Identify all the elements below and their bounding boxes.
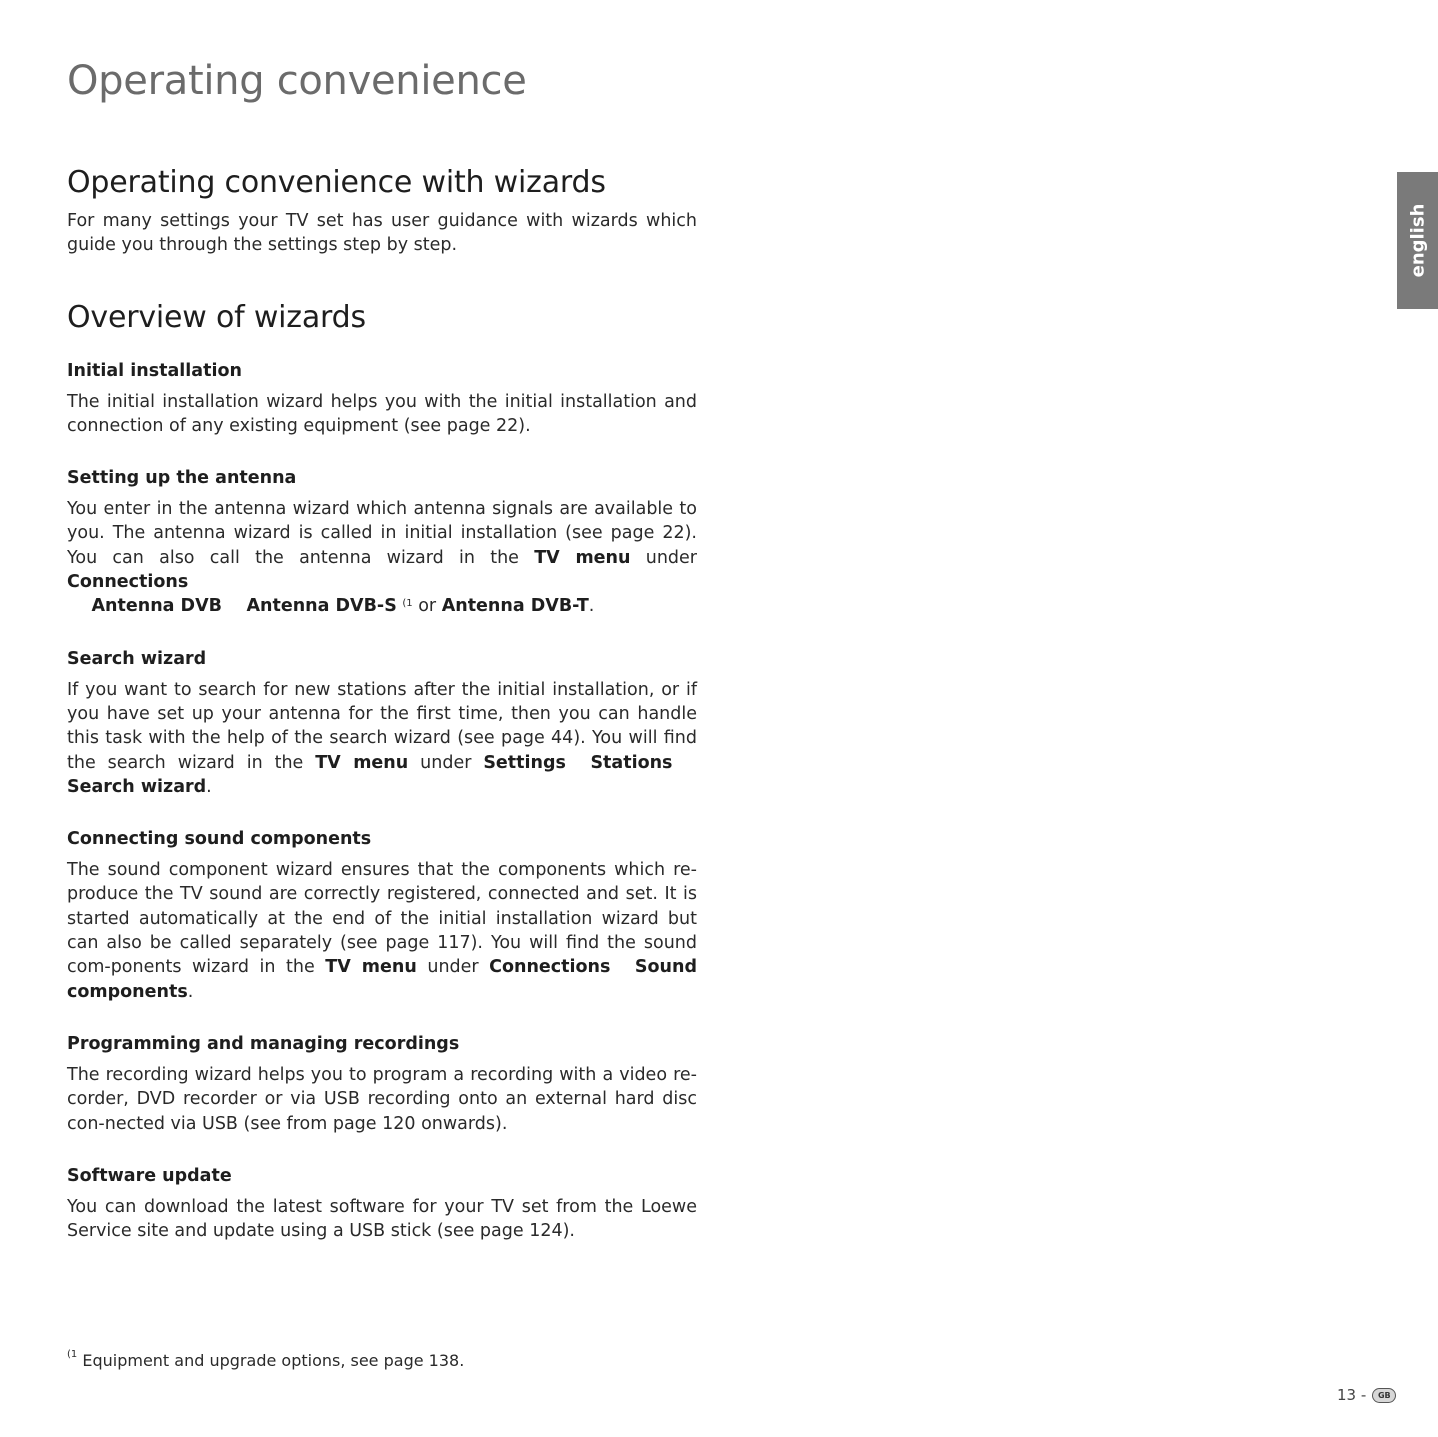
page-title: Operating convenience (67, 58, 527, 104)
footnote-marker: (1 (67, 1349, 78, 1360)
or-word: or (412, 596, 442, 617)
tv-menu-ref: TV menu (325, 957, 417, 978)
settings-ref: Settings (483, 752, 566, 773)
overview-heading: Overview of wizards (67, 299, 366, 335)
main-content (67, 165, 697, 1243)
section-title: Programming and managing recordings (67, 1033, 460, 1054)
antenna-dvbt-ref: Antenna DVB-T (441, 596, 589, 617)
section-initial-installation (67, 361, 697, 439)
under-word: under (416, 957, 490, 978)
footnote-ref: (1 (402, 598, 413, 610)
section-title: Initial installation (67, 360, 242, 381)
connections-ref: Connections (67, 572, 189, 593)
tv-menu-ref: TV menu (315, 752, 409, 773)
section-text (67, 858, 697, 1004)
connections-ref: Connections (489, 957, 611, 978)
section-title: Setting up the antenna (67, 468, 297, 489)
period: . (588, 596, 595, 617)
wizards-intro: For many settings your TV set has user guidance with wizards which guide you through the settings step by step. (67, 211, 697, 256)
section-title: Software update (67, 1165, 232, 1186)
section-title: Search wizard (67, 648, 207, 669)
period: . (187, 981, 194, 1002)
wizards-heading: Operating convenience with wizards (67, 165, 606, 200)
section-software-update (67, 1166, 697, 1244)
search-text: If you want to search for new stations after the initial installation, or if you have set up your antenna for the first time, then you can handle this task with the help of the search wizard (see page 44). You will find the search wizard in the (67, 679, 697, 773)
under-word: under (630, 547, 697, 568)
section-text: You can download the latest software for your TV set from the Loewe Service site and update using a USB stick (see page 124). (67, 1196, 697, 1242)
antenna-dvbs-ref: Antenna DVB-S (246, 596, 397, 617)
antenna-dvb-ref: Antenna DVB (91, 596, 222, 617)
section-search-wizard (67, 649, 697, 799)
section-recordings (67, 1034, 697, 1136)
section-text (67, 678, 697, 799)
section-title: Connecting sound components (67, 829, 372, 850)
sound-components-ref: Sound components (67, 957, 697, 1002)
language-tab-label: english (1407, 203, 1428, 278)
section-text (67, 497, 697, 618)
antenna-text: You enter in the antenna wizard which antenna signals are available to you. The antenna wizard is called in initial installation (see page 22). You can also call the antenna wizard in the (67, 499, 697, 568)
page-number (1337, 1386, 1396, 1404)
under-word: under (408, 752, 484, 773)
section-sound-components (67, 829, 697, 1004)
footnote (67, 1351, 464, 1370)
stations-ref: Stations (590, 752, 673, 773)
period: . (206, 776, 212, 797)
page-number-text: 13 - (1337, 1386, 1367, 1404)
language-tab (1397, 172, 1438, 309)
section-antenna (67, 468, 697, 618)
country-badge: GB (1372, 1388, 1396, 1403)
tv-menu-ref: TV menu (534, 547, 631, 568)
search-wizard-ref: Search wizard (67, 776, 207, 797)
section-text: The initial installation wizard helps you with the initial installation and connection of any existing equipment (see page 22). (67, 391, 697, 436)
footnote-text: Equipment and upgrade options, see page 138. (77, 1351, 465, 1370)
sound-text: The sound component wizard ensures that the components which re-produce the TV sound are correctly registered, connected and set. It is started automatically at the end of the initial installation wizard but can also be called separately (see page 117). You will find the sound com-ponents wizard in the (67, 860, 697, 978)
section-text: The recording wizard helps you to program a recording with a video re-corder, DVD recorder or via USB recording onto an external hard disc con-nected via USB (see from page 120 onwards). (67, 1064, 697, 1134)
